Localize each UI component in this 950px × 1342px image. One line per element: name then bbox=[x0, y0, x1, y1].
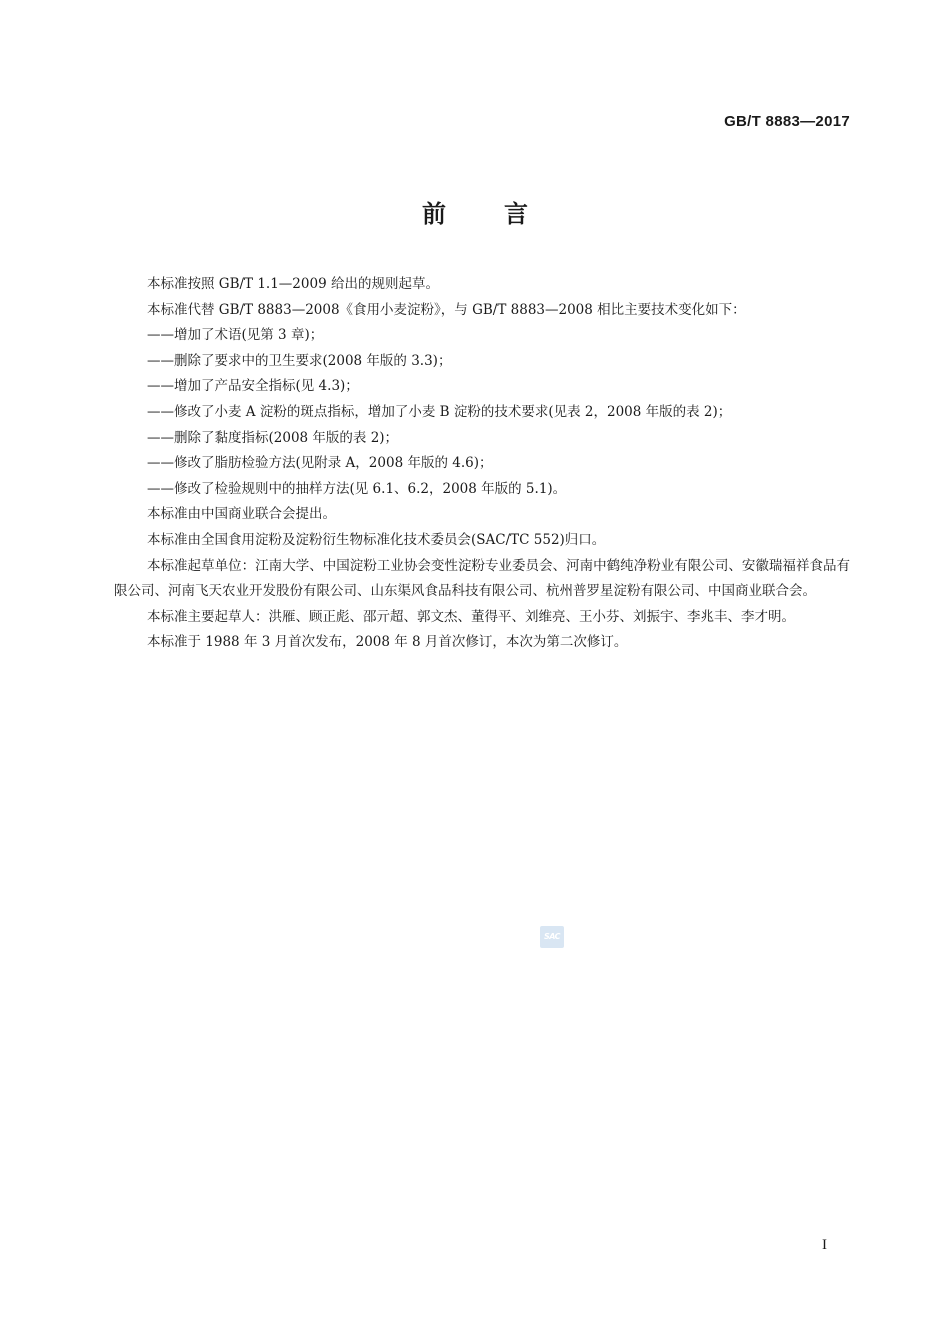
paragraph-replacement: 本标准代替 GB/T 8883—2008《食用小麦淀粉》，与 GB/T 8883—2008 相比主要技术变化如下： bbox=[147, 301, 746, 318]
paragraph-proposer: 本标准由中国商业联合会提出。 bbox=[147, 506, 336, 523]
paragraph-drafting-rules: 本标准按照 GB/T 1.1—2009 给出的规则起草。 bbox=[147, 276, 439, 292]
paragraph-drafters: 本标准主要起草人：洪雁、顾正彪、邵亓超、郭文杰、董得平、刘维亮、王小芬、刘振宇、李兆丰、李才明。 bbox=[147, 608, 795, 625]
change-item: ——增加了产品安全指标(见 4.3)； bbox=[147, 378, 359, 395]
standard-code: GB/T 8883—2017 bbox=[724, 113, 850, 130]
page-number: I bbox=[822, 1237, 827, 1253]
change-item: ——增加了术语(见第 3 章)； bbox=[147, 327, 324, 344]
paragraph-drafting-units: 本标准起草单位：江南大学、中国淀粉工业协会变性淀粉专业委员会、河南中鹤纯净粉业有限公司、安徽瑞福祥食品有限公司、河南飞天农业开发股份有限公司、山东渠风食品科技有限公司、杭州普罗星淀粉有限公司、中国商业联合会。 bbox=[114, 557, 850, 600]
sac-watermark-logo: SAC bbox=[540, 926, 564, 948]
paragraph-committee: 本标准由全国食用淀粉及淀粉衍生物标准化技术委员会(SAC/TC 552)归口。 bbox=[147, 531, 606, 548]
change-item: ——修改了小麦 A 淀粉的斑点指标，增加了小麦 B 淀粉的技术要求(见表 2，2008 年版的表 2)； bbox=[147, 403, 732, 420]
page-title: 前言 bbox=[422, 200, 586, 228]
change-item: ——修改了检验规则中的抽样方法(见 6.1、6.2，2008 年版的 5.1)。 bbox=[147, 480, 567, 497]
foreword-body bbox=[114, 272, 850, 656]
change-item: ——修改了脂肪检验方法(见附录 A，2008 年版的 4.6)； bbox=[147, 455, 493, 472]
change-item: ——删除了要求中的卫生要求(2008 年版的 3.3)； bbox=[147, 352, 452, 369]
change-item: ——删除了黏度指标(2008 年版的表 2)； bbox=[147, 429, 399, 446]
paragraph-history: 本标准于 1988 年 3 月首次发布，2008 年 8 月首次修订，本次为第二次修订。 bbox=[147, 634, 628, 651]
